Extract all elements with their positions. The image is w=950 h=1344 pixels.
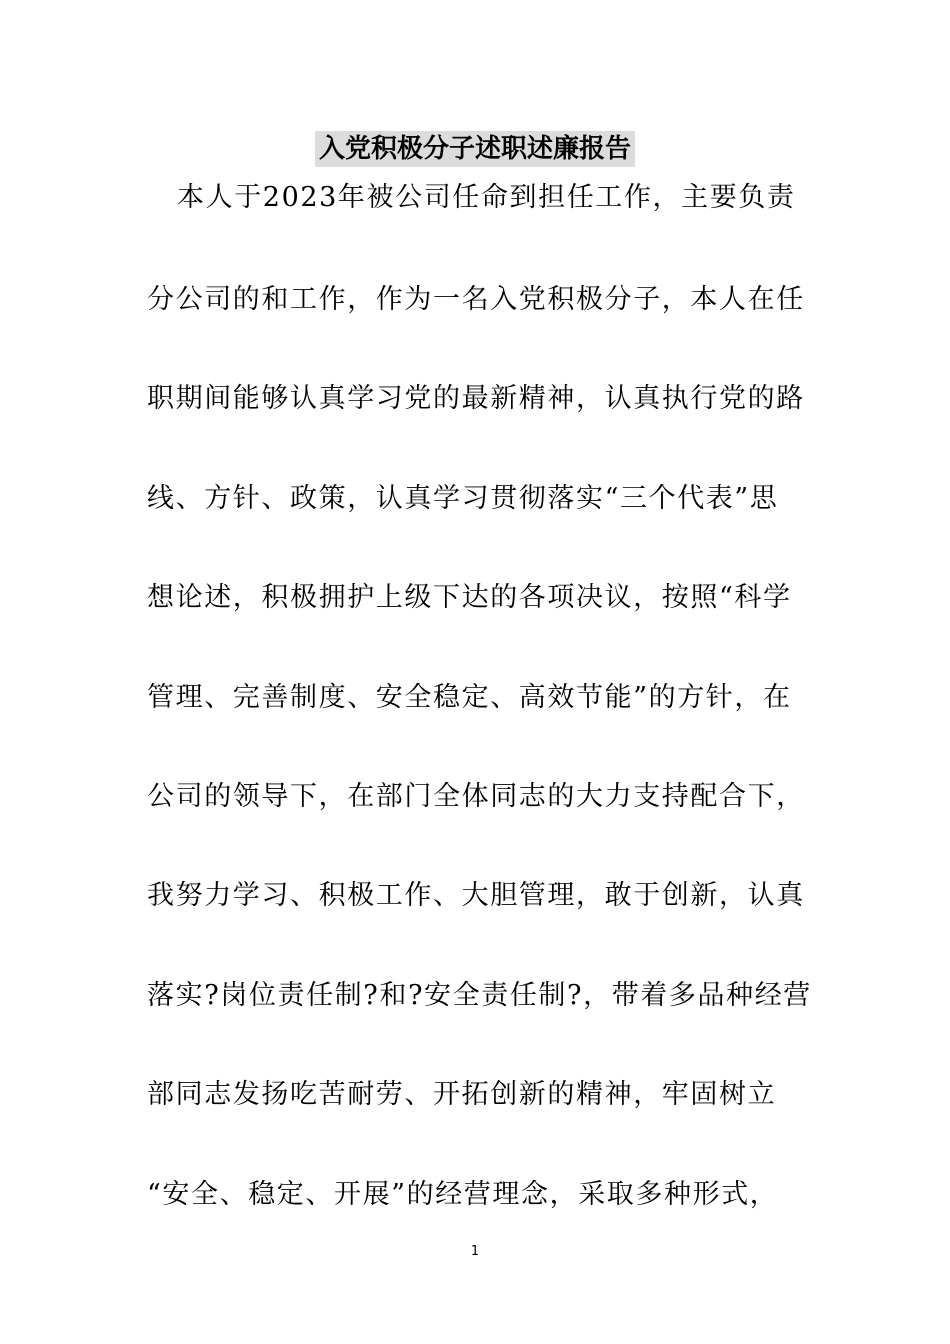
- paragraph-line: 线、方针、政策，认真学习贯彻落实“三个代表”思: [147, 483, 779, 514]
- paragraph-line: 职期间能够认真学习党的最新精神，认真执行党的路: [147, 383, 805, 414]
- paragraph-line: 想论述，积极拥护上级下达的各项决议，按照“科学: [147, 582, 792, 613]
- paragraph-line: 我努力学习、积极工作、大胆管理，敢于创新，认真: [147, 880, 805, 911]
- paragraph-line: 本人于2023年被公司任命到担任工作，主要负责: [177, 182, 796, 213]
- paragraph-line: “安全、稳定、开展”的经营理念，采取多种形式，: [147, 1179, 779, 1210]
- paragraph-line: 部同志发扬吃苦耐劳、开拓创新的精神，牢固树立: [147, 1079, 777, 1110]
- title-container: [0, 131, 950, 167]
- page-number: 1: [470, 1244, 480, 1259]
- paragraph-line: 公司的领导下，在部门全体同志的大力支持配合下，: [147, 781, 805, 812]
- paragraph-line: 分公司的和工作，作为一名入党积极分子，本人在任: [147, 284, 805, 315]
- paragraph-line: 管理、完善制度、安全稳定、高效节能”的方针，在: [147, 682, 792, 713]
- document-title: 入党积极分子述职述廉报告: [315, 131, 635, 167]
- paragraph-line: 落实?岗位责任制?和?安全责任制?，带着多品种经营: [147, 980, 812, 1011]
